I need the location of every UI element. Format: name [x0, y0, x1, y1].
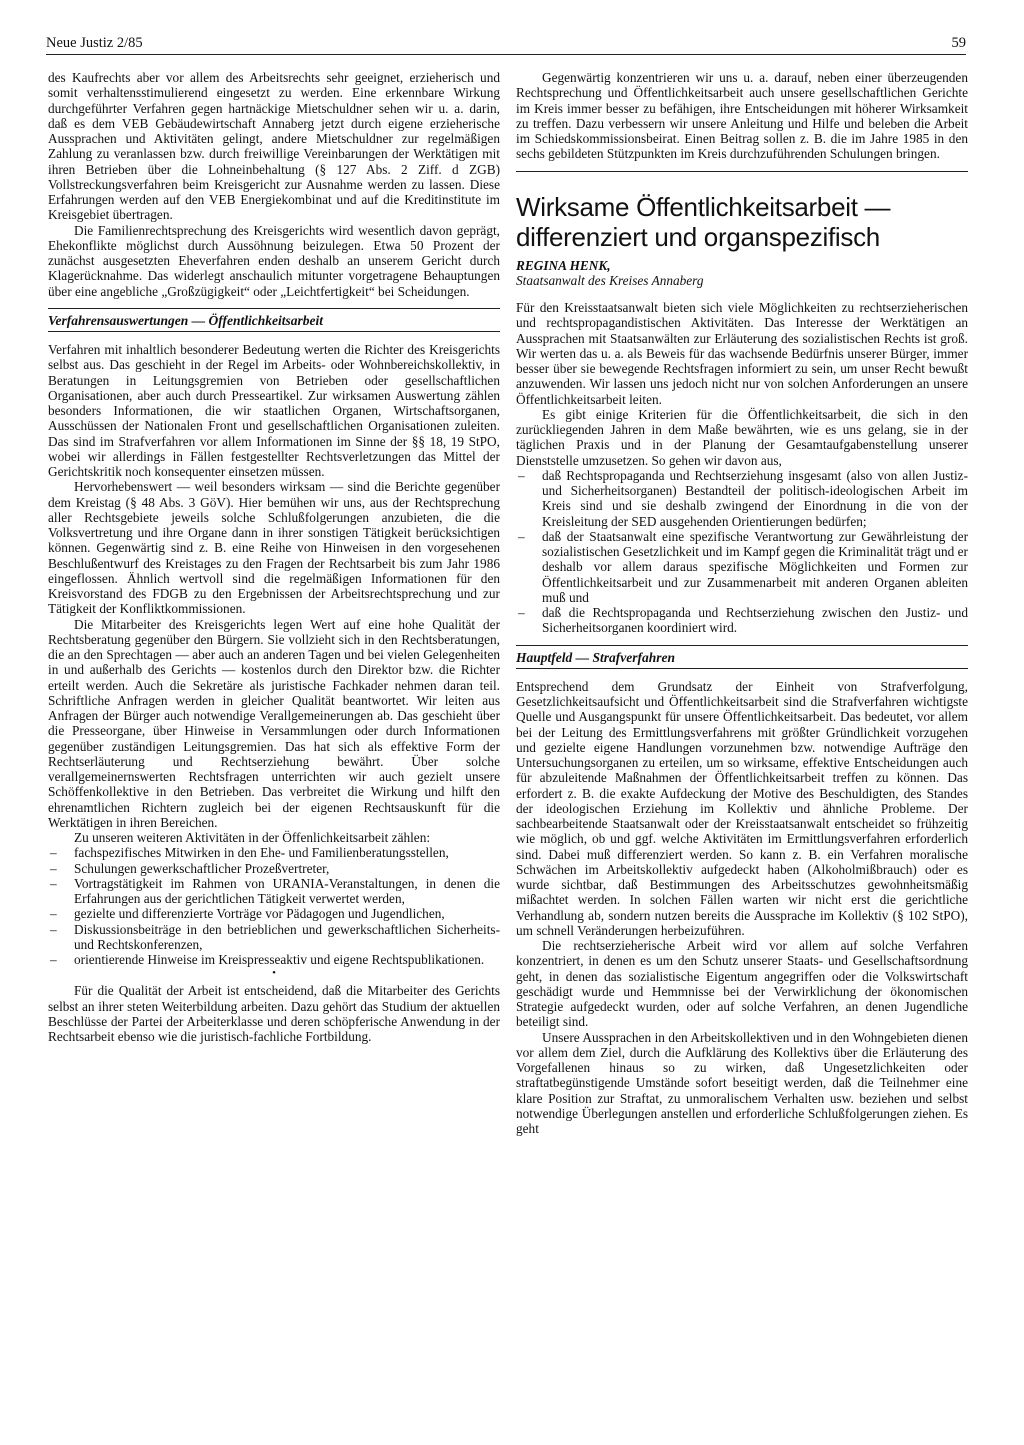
section-separator: • — [272, 967, 276, 980]
author-role: Staatsanwalt des Kreises Annaberg — [516, 272, 704, 288]
list-item: – gezielte und differenzierte Vorträge vor Pädagogen und Jugendlichen, — [48, 906, 500, 921]
list-item: – Diskussionsbeiträge in den betrieblichen und gewerkschaftlichen Sicherheits- und Rechtskonferenzen, — [48, 922, 500, 953]
paragraph: Gegenwärtig konzentrieren wir uns u. a. darauf, neben einer überzeugenden Rechtsprechung und Öffentlichkeitsarbeit auch unsere gesellschaftlichen Gerichte im Kreis immer besser zu befähigen, ihre Entscheidungen mit höherer Wirksamkeit zu treffen. Dazu verbessern wir unsere Anleitung und Hilfe und beleben die Arbeit im Schiedskommissionsbeirat. Einen Beitrag sollen z. B. die im Jahre 1985 in den sechs gebildeten Stützpunkten im Kreis durchzuführenden Schulungen bringen. — [516, 70, 968, 162]
criteria-list — [516, 468, 968, 636]
list-item: – daß die Rechtspropaganda und Rechtserziehung zwischen den Justiz- und Sicherheitsorganen koordiniert wird. — [516, 605, 968, 636]
section-heading: Hauptfeld — Strafverfahren — [516, 645, 968, 669]
list-item: – Vortragstätigkeit im Rahmen von URANIA-Veranstaltungen, in denen die Erfahrungen aus der gerichtlichen Tätigkeit verwertet werden, — [48, 876, 500, 907]
paragraph: Die rechtserzieherische Arbeit wird vor allem auf solche Verfahren konzentriert, in denen es um den Schutz unserer Staats- und Gesellschaftsordnung geht, in denen das sozialistische Eigentum angegriffen oder die Volkswirtschaft geschädigt wurde und Hemmnisse bei der Verwirklichung der ökonomischen Strategie aufgedeckt wurden, oder auf solche Verfahren, an denen Jugendliche beteiligt sind. — [516, 938, 968, 1030]
paragraph: Die Familienrechtsprechung des Kreisgerichts wird wesentlich davon geprägt, Ehekonflikte möglichst durch Aussöhnung beizulegen. Etwa 50 Prozent der zunächst ausgesetzten Eheverfahren enden deshalb an unserem Gericht durch Klagerücknahme. Das widerlegt anschaulich mitunter vorgetragene Behauptungen über eine angebliche „Großzügigkeit“ oder „Leichtfertigkeit“ bei Scheidungen. — [48, 222, 500, 299]
list-item: – daß Rechtspropaganda und Rechtserziehung insgesamt (also von allen Justiz- und Sicherheitsorganen) Bestandteil der politisch-ideologischen Arbeit im Kreis sind und sie deshalb zwingend der Einordnung in die von der Kreisleitung der SED ausgehenden Orientierungen bedürfen; — [516, 468, 968, 529]
article-divider — [516, 171, 968, 172]
section-heading: Verfahrensauswertungen — Öffentlichkeitsarbeit — [48, 308, 500, 332]
journal-issue: Neue Justiz 2/85 — [46, 35, 143, 51]
left-column — [48, 70, 500, 1044]
paragraph: Verfahren mit inhaltlich besonderer Bedeutung werten die Richter des Kreisgerichts selbst aus. Das geschieht in der Regel im Arbeits- oder Wohnbereichskollektiv, in Beratungen in Leitungsgremien von Betrieben oder gesellschaftlichen Organisationen, aber auch durch Presseartikel. Zur wirksamen Auswertung zählen besonders Informationen, die wir staatlichen Organen, Wirtschaftsorganen, Ausschüssen der Nationalen Front und gesellschaftlichen Organisationen zuleiten. Das sind im Strafverfahren vor allem Informationen im Sinne der §§ 18, 19 StPO, wobei wir allerdings in Fällen festgestellter Rechtsverletzungen das Mittel der Gerichtskritik noch konsequenter einsetzen müssen. — [48, 342, 500, 479]
paragraph: Es gibt einige Kriterien für die Öffentlichkeitsarbeit, die sich in den zurückliegenden Jahren in dem Maße bewährten, wie es uns gelang, sie in der täglichen Praxis und in der Planung der Gesamtaufgabenstellung unserer Dienststelle umzusetzen. So gehen wir davon aus, — [516, 406, 968, 468]
author-name: REGINA HENK, — [516, 257, 611, 273]
list-item: – orientierende Hinweise im Kreispresseaktiv und eigene Rechtspublikationen. — [48, 952, 500, 967]
running-header — [46, 36, 966, 55]
list-item: – daß der Staatsanwalt eine spezifische Verantwortung zur Gewährleistung der sozialistischen Gesetzlichkeit und im Kampf gegen die Kriminalität trägt und er deshalb vor allem daraus spezifische Möglichkeiten und Formen zur Öffentlichkeitsarbeit und zur Zusammenarbeit mit anderen Organen ableiten muß und — [516, 529, 968, 605]
paragraph: Hervorhebenswert — weil besonders wirksam — sind die Berichte gegenüber dem Kreistag (§ 48 Abs. 3 GöV). Hier bemühen wir uns, aus der Rechtsprechung aller Rechtsgebiete jeweils solche Schlußfolgerungen anzubieten, die die Volksvertretung und ihre Organe dann in ihrer sonstigen Tätigkeit berücksichtigen können. Gegenwärtig sind z. B. eine Reihe von Hinweisen in den vorgesehenen Beschlußentwurf des Kreistages zu den Fragen der Rechtsarbeit bis zum Jahr 1986 eingeflossen. Ähnlich wertvoll sind die regelmäßigen Informationen für den Kreisvorstand des FDGB zu den Ergebnissen der Arbeitsrechtsprechung und zur Tätigkeit der Konfliktkommissionen. — [48, 479, 500, 617]
paragraph: Entsprechend dem Grundsatz der Einheit von Strafverfolgung, Gesetzlichkeitsaufsicht und Öffentlichkeitsarbeit sind die Strafverfahren wichtigste Quelle und Ausgangspunkt für unsere Öffentlichkeitsarbeit. Das bedeutet, vor allem bei der Leitung des Ermittlungsverfahrens mit größter Gründlichkeit vorzugehen und gezielte eigene Handlungen vorzunehmen bzw. notwendige Aufträge den Untersuchungsorganen zu erteilen, um so wirksame, effektive Entscheidungen auch für abzuleitende Maßnahmen der Öffentlichkeitsarbeit treffen zu können. Das erfordert z. B. die exakte Aufdeckung der Motive des Beschuldigten, des Standes der ideologischen Erziehung im Kollektiv und ähnliche Probleme. Der sachbearbeitende Staatsanwalt oder der Kreisstaatsanwalt entscheidet so frühzeitig wie möglich, ob und ggf. welche Aktivitäten im Ermittlungsverfahren erforderlich sind. Dabei muß differenziert werden. So kann z. B. ein Verfahren moralische Schwächen im Arbeitskollektiv aufgedeckt haben (Alkoholmißbrauch) oder es wurde sichtbar, daß Bestimmungen des Arbeitsschutzes gewohnheitsmäßig mißachtet werden. In solchen Fällen warten wir nicht erst die gerichtliche Verhandlung ab, sondern nutzen bereits die Aussprache im Kollektiv (§ 102 StPO), um schnell Veränderungen herbeizuführen. — [516, 678, 968, 938]
paragraph: Die Mitarbeiter des Kreisgerichts legen Wert auf eine hohe Qualität der Rechtsberatung gegenüber den Bürgern. Sie vollzieht sich in den Rechtsberatungen, die an den Sprechtagen — aber auch an anderen Tagen und bei vielen Gelegenheiten in und außerhalb des Gerichts — kostenlos durch den Direktor bzw. die Richter erteilt werden. Auch die Sekretäre als juristische Fachkader nehmen daran teil. Schriftliche Anfragen werden in gleicher Qualität beantwortet. Wir leiten aus Anfragen der Bürger auch notwendige Verallgemeinerungen ab. Das geschieht über die Presseorgane, über Hinweise in Versammlungen oder durch Informationen gegenüber zuständigen Leitungsgremien. Das hat sich als effektive Form der Rechtserläuterung und Rechtserziehung bewährt. Über solche verallgemeinernswerten Rechtsfragen unterrichten wir auch gezielt unsere Schöffenkollektive in den Betrieben. Das verbreitet die Wirkung und hilft den ehrenamtlichen Richtern zugleich bei der eigenen Rechtsauskunft für die Werktätigen in ihren Bereichen. — [48, 616, 500, 830]
right-column — [516, 70, 968, 1136]
list-item: – fachspezifisches Mitwirken in den Ehe- und Familienberatungsstellen, — [48, 845, 500, 860]
activity-list — [48, 845, 500, 967]
article-headline: Wirksame Öffentlichkeitsarbeit — differenziert und organspezifisch — [516, 191, 891, 252]
page-number: 59 — [951, 35, 966, 51]
paragraph: Zu unseren weiteren Aktivitäten in der Öffenlichkeitsarbeit zählen: — [74, 830, 431, 845]
paragraph: Für die Qualität der Arbeit ist entscheidend, daß die Mitarbeiter des Gerichts selbst an ihrer steten Weiterbildung arbeiten. Dazu gehört das Studium der aktuellen Beschlüsse der Partei der Arbeiterklasse und deren schöpferische Anwendung in der Rechtsarbeit ebenso wie die juristisch-fachliche Fortbildung. — [48, 983, 500, 1044]
paragraph: Unsere Aussprachen in den Arbeitskollektiven und in den Wohngebieten dienen vor allem dem Ziel, durch die Aufklärung des Kollektivs über die Erläuterung des Vorgefallenen hinaus so zu wirken, daß Ungesetzlichkeiten oder straftatbegünstigende Umstände sofort beseitigt werden, daß die Teilnehmer eine klare Position zur Straftat, zu unmoralischem Verhalten usw. beziehen und selbst notwendige Überlegungen anstellen und erforderliche Schlußfolgerungen ziehen. Es geht — [516, 1029, 968, 1136]
list-item: – Schulungen gewerkschaftlicher Prozeßvertreter, — [48, 861, 500, 876]
paragraph: des Kaufrechts aber vor allem des Arbeitsrechts sehr geeignet, erzieherisch und somit verhaltensstimulierend eingesetzt zu werden. Eine erkennbare Wirkung durchgeführter Verfahren gegen hartnäckige Mietschuldner sehen wir u. a. darin, daß es dem VEB Gebäudewirtschaft Annaberg jetzt durch eigene erzieherische Aussprachen und Aktivitäten gelingt, andere Mietschuldner zur regelmäßigen Zahlung zu veranlassen bzw. durch freiwillige Vereinbarungen der Werktätigen mit ihren Betrieben über die Lohneinbehaltung (§ 127 Abs. 2 Ziff. d ZGB) Vollstreckungsverfahren beim Kreisgericht zur Ausnahme werden zu lassen. Diese Erfahrungen werden auf den VEB Energiekombinat und auf die Kreditinstitute im Kreisgebiet übertragen. — [48, 70, 500, 223]
paragraph: Für den Kreisstaatsanwalt bieten sich viele Möglichkeiten zu rechtserzieherischen und rechtspropagandistischen Aktivitäten. Das Interesse der Werktätigen an Aussprachen mit Staatsanwälten zur Erläuterung des sozialistischen Rechts ist groß. Wir werten das u. a. als Beweis für das wachsende Bedürfnis unserer Bürger, immer besser über sie bewegende Rechtsfragen informiert zu sein, um unser Recht bewußt anzuwenden. Wir lassen uns jedoch nicht nur von solchen Anforderungen an unsere Öffentlichkeitsarbeit leiten. — [516, 300, 968, 407]
